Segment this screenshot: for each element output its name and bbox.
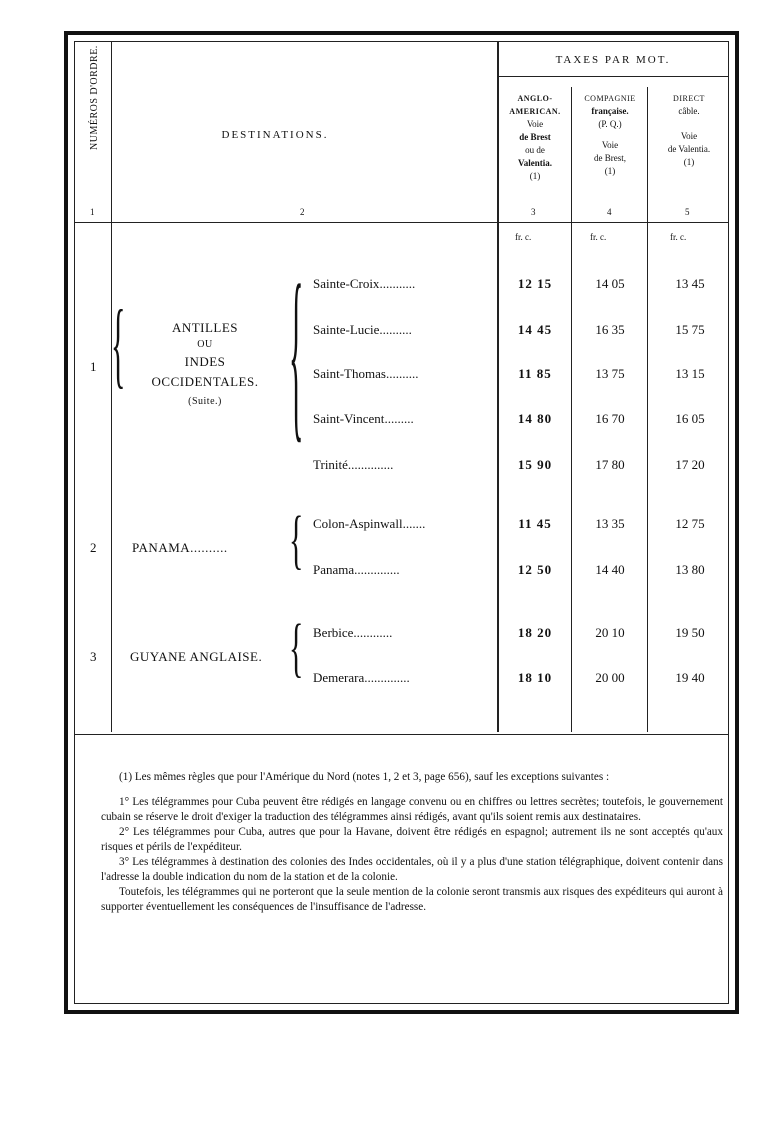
dest-row: Sainte-Lucie.......... xyxy=(313,322,412,337)
tax-direct: 13 80 xyxy=(675,562,705,577)
dest-row: Saint-Vincent......... xyxy=(313,411,414,426)
tax-direct: 12 75 xyxy=(675,516,705,531)
col-number-2: 2 xyxy=(300,207,305,217)
tax-direct: 16 05 xyxy=(675,411,705,426)
col5-header: DIRECT câble. Voie de Valentia. (1) xyxy=(667,94,711,167)
tax-compagnie: 20 00 xyxy=(595,670,625,685)
tax-anglo: 11 45 xyxy=(518,516,552,531)
dest-row: Trinité.............. xyxy=(313,457,394,472)
tax-direct: 19 50 xyxy=(675,625,705,640)
tax-anglo: 15 90 xyxy=(517,457,553,472)
header-rule xyxy=(75,222,728,223)
group-3-number: 3 xyxy=(90,649,97,664)
notes-rule xyxy=(75,734,728,735)
tax-anglo: 14 80 xyxy=(517,411,553,426)
dest-row: Demerara.............. xyxy=(313,670,410,685)
tax-compagnie: 20 10 xyxy=(595,625,625,640)
tax-anglo: 18 10 xyxy=(517,670,553,685)
col-rule-4 xyxy=(647,87,648,732)
taxes-underline xyxy=(498,76,728,77)
tax-compagnie: 13 35 xyxy=(595,516,625,531)
tax-direct: 19 40 xyxy=(675,670,705,685)
page-frame xyxy=(64,31,739,1014)
col-rule-3 xyxy=(571,87,572,732)
group-1-left-brace: { xyxy=(111,292,126,399)
table-frame xyxy=(74,41,729,1004)
footnotes xyxy=(101,770,723,915)
dest-row: Panama.............. xyxy=(313,562,400,577)
col-number-3: 3 xyxy=(531,207,536,217)
tax-compagnie: 14 05 xyxy=(595,276,625,291)
group-1-right-brace: { xyxy=(289,250,304,462)
col3-header: ANGLO- AMERICAN. Voie de Brest ou de Valentia. (1) xyxy=(509,94,561,181)
tax-anglo: 14 45 xyxy=(517,322,553,337)
tax-anglo: 18 20 xyxy=(517,625,553,640)
dest-row: Berbice............ xyxy=(313,625,393,640)
units-col5: fr. c. xyxy=(670,232,687,242)
group-1-region: ANTILLES OU INDES OCCIDENTALES. (Suite.) xyxy=(151,320,259,407)
note-4: 3° Les télégrammes à destination des colonies des Indes occidentales, où il y a plus d'une station télégraphique, doivent contenir dans l'adresse la double indication du nom de la station et de la colonie. xyxy=(101,856,723,883)
dest-row: Sainte-Croix........... xyxy=(313,276,416,291)
group-3-region: GUYANE ANGLAISE. xyxy=(130,649,263,664)
group-2-number: 2 xyxy=(90,540,97,555)
col-number-4: 4 xyxy=(607,207,612,217)
units-col3: fr. c. xyxy=(515,232,532,242)
tax-anglo: 12 50 xyxy=(517,562,553,577)
tax-compagnie: 16 35 xyxy=(595,322,625,337)
taxes-header: TAXES PAR MOT. xyxy=(555,54,671,66)
tax-compagnie: 17 80 xyxy=(595,457,625,472)
tax-direct: 13 45 xyxy=(675,276,705,291)
note-2: 1° Les télégrammes pour Cuba peuvent être rédigés en langage convenu ou en chiffres ou lettres secrètes; toutefois, le gouvernement cubain se réserve le droit d'exiger la traduction des télégrammes ainsi rédigés, avant qu'ils soient remis aux destinataires. xyxy=(101,796,723,823)
tax-compagnie: 13 75 xyxy=(595,366,625,381)
col-number-5: 5 xyxy=(685,207,690,217)
tax-compagnie: 16 70 xyxy=(595,411,625,426)
group-1-number: 1 xyxy=(90,359,97,374)
group-3-right-brace: { xyxy=(289,611,304,685)
tax-direct: 13 15 xyxy=(675,366,705,381)
tax-compagnie: 14 40 xyxy=(595,562,625,577)
note-5: Toutefois, les télégrammes qui ne porteront que la seule mention de la colonie seront transmis aux risques des expéditeurs qui auront à supporter éventuellement les conséquences de l'insuffisance de l'adresse. xyxy=(101,886,723,913)
tax-direct: 17 20 xyxy=(675,457,705,472)
group-2-right-brace: { xyxy=(289,503,304,577)
col4-header: COMPAGNIE française. (P. Q.) Voie de Brest, (1) xyxy=(584,94,636,176)
tax-anglo: 11 85 xyxy=(518,366,552,381)
dest-row: Saint-Thomas.......... xyxy=(313,366,419,381)
tax-direct: 15 75 xyxy=(675,322,705,337)
tax-anglo: 12 15 xyxy=(517,276,553,291)
col-number-1: 1 xyxy=(90,207,95,217)
dest-row: Colon-Aspinwall....... xyxy=(313,516,426,531)
units-col4: fr. c. xyxy=(590,232,607,242)
numeros-header: NUMÉROS D'ORDRE. xyxy=(89,45,100,150)
note-1: (1) Les mêmes règles que pour l'Amérique du Nord (notes 1, 2 et 3, page 656), sauf les exceptions suivantes : xyxy=(119,771,610,783)
group-2-region: PANAMA.......... xyxy=(132,540,228,555)
note-3: 2° Les télégrammes pour Cuba, autres que pour la Havane, doivent être rédigés en espagnol; autrement ils ne sont acceptés qu'aux risques et périls de l'expéditeur. xyxy=(101,826,723,853)
destinations-header: DESTINATIONS. xyxy=(221,129,329,141)
